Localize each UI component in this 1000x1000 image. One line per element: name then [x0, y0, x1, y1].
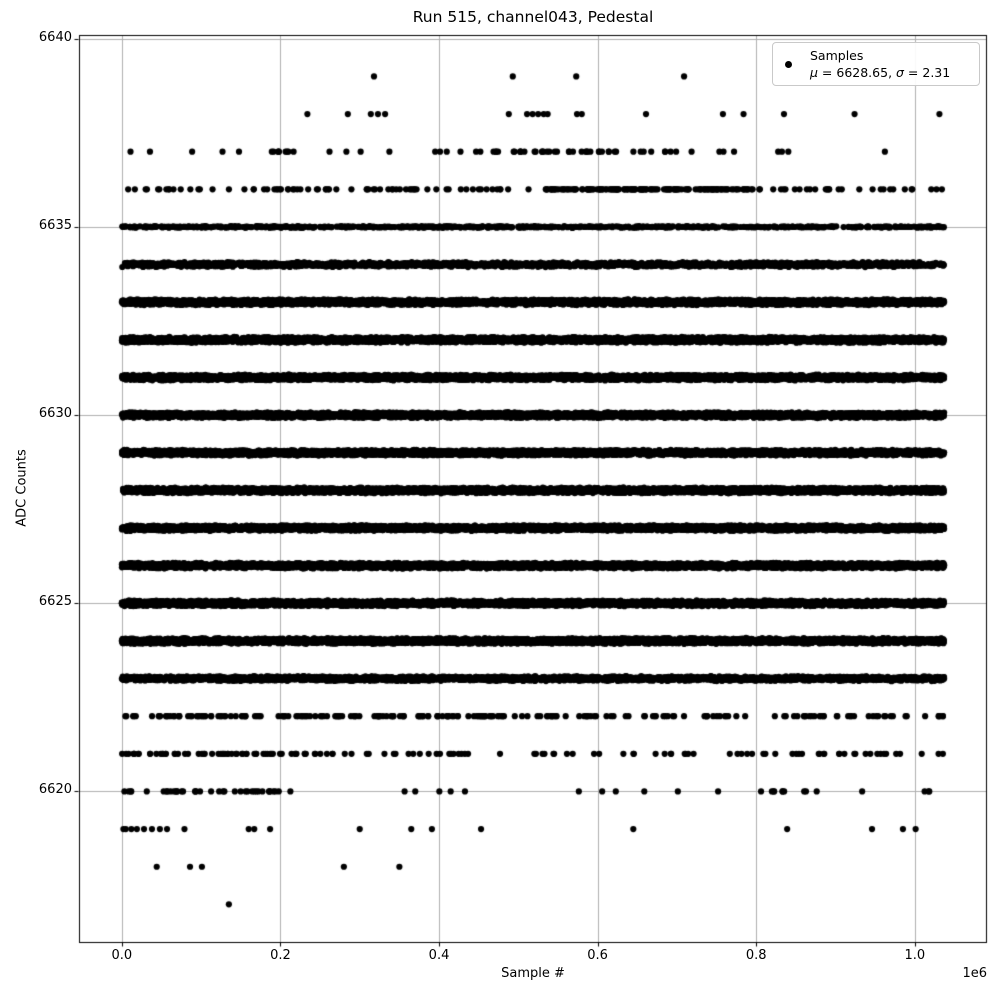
- y-tick-label: 6620: [38, 782, 72, 798]
- chart-title: Run 515, channel043, Pedestal: [412, 8, 654, 26]
- legend-sample-marker-icon: [785, 61, 792, 68]
- legend: [772, 42, 980, 86]
- legend-label-samples: Samples: [810, 48, 864, 63]
- y-tick-label: 6630: [38, 406, 72, 422]
- legend-mu-value: = 6628.65,: [817, 65, 897, 80]
- legend-sigma-symbol: σ: [896, 65, 904, 80]
- x-tick-label: 0.8: [745, 948, 767, 963]
- legend-mu-symbol: μ: [810, 65, 818, 80]
- x-tick-label: 0.4: [428, 948, 450, 963]
- x-tick-label: 0.2: [270, 948, 291, 963]
- y-axis-label: ADC Counts: [14, 449, 30, 527]
- legend-sigma-value: = 2.31: [903, 65, 951, 80]
- y-tick-label: 6640: [38, 29, 72, 45]
- legend-text: [810, 47, 950, 81]
- x-axis-label: Sample #: [501, 966, 565, 981]
- x-offset-label: 1e6: [962, 966, 987, 981]
- legend-label-stats: [810, 64, 950, 81]
- x-tick-label: 1.0: [904, 948, 926, 963]
- x-tick-label: 0.0: [111, 948, 133, 963]
- y-tick-label: 6625: [38, 594, 72, 610]
- y-tick-label: 6635: [38, 217, 72, 233]
- x-tick-label: 0.6: [587, 948, 608, 963]
